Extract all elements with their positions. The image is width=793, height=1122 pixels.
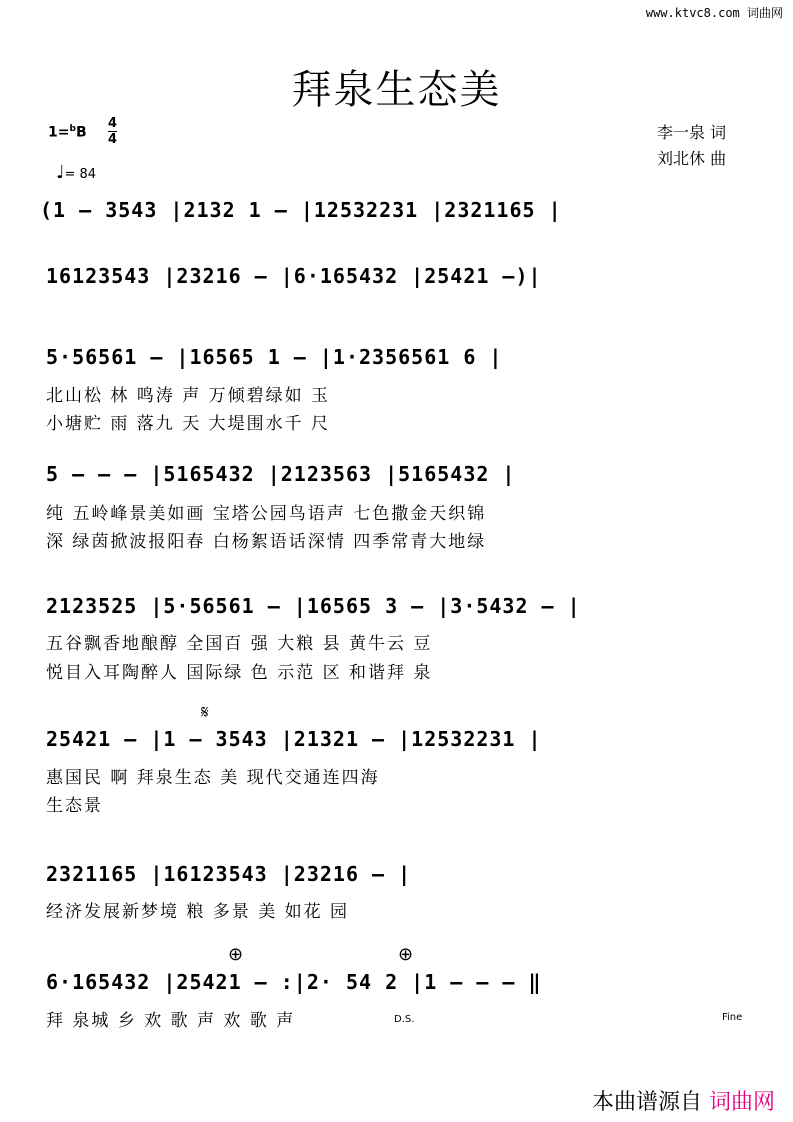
composer-credit: 刘北休 曲	[657, 149, 727, 168]
da-segno-mark: D.S.	[394, 1014, 415, 1025]
score-row-6-lyric-1: 惠国民 啊 拜泉生态 美 现代交通连四海	[46, 768, 380, 788]
lyricist-credit: 李一泉 词	[657, 123, 727, 142]
flat-sign: b	[69, 124, 76, 134]
time-signature	[108, 116, 117, 147]
score-row-1-notes: (1 – 3543 |2132 1 – |12532231 |2321165 |	[40, 198, 562, 222]
tempo-value: = 84	[64, 167, 97, 182]
score-row-4-lyric-2: 深 绿茵掀波报阳春 白杨絮语话深情 四季常青大地绿	[46, 532, 487, 552]
time-denominator: 4	[108, 132, 118, 147]
key-signature	[48, 124, 87, 141]
score-row-2-notes: 16123543 |23216 – |6·165432 |25421 –)|	[46, 264, 542, 288]
score-row-6-lyric-2: 生态景	[46, 796, 103, 816]
score-row-6-notes: 25421 – |1 – 3543 |21321 – |12532231 |	[46, 727, 542, 751]
key-note: B	[75, 124, 87, 141]
quarter-note-icon: ♩	[56, 162, 65, 183]
coda-icon: ⊕	[228, 944, 244, 965]
score-row-7-notes: 2321165 |16123543 |23216 – |	[46, 862, 412, 886]
score-row-7-lyric-1: 经济发展新梦境 粮 多景 美 如花 园	[46, 902, 350, 922]
segno-icon: 𝄋	[201, 702, 209, 723]
score-row-8-lyric-1: 拜 泉城 乡 欢 歌 声 欢 歌 声	[46, 1011, 296, 1031]
fine-mark: Fine	[722, 1012, 743, 1023]
time-numerator: 4	[108, 116, 118, 131]
score-row-8-notes: 6·165432 |25421 – :|2· 54 2 |1 – – – ‖	[46, 970, 542, 994]
score-row-5-lyric-2: 悦目入耳陶醉人 国际绿 色 示范 区 和谐拜 泉	[46, 663, 433, 683]
score-row-3-notes: 5·56561 – |16565 1 – |1·2356561 6 |	[46, 345, 503, 369]
score-row-5-notes: 2123525 |5·56561 – |16565 3 – |3·5432 – |	[46, 594, 581, 618]
footer-brand-link[interactable]: 词曲网	[708, 1090, 775, 1115]
song-title: 拜泉生态美	[291, 67, 502, 113]
tempo-mark	[56, 162, 96, 183]
source-footer	[592, 1085, 775, 1116]
footer-text: 本曲谱源自	[591, 1090, 702, 1115]
key-label: 1=	[48, 124, 70, 141]
site-url: www.ktvc8.com 词曲网	[645, 6, 783, 20]
score-row-3-lyric-2: 小塘贮 雨 落九 天 大堤围水千 尺	[46, 414, 331, 434]
score-row-3-lyric-1: 北山松 林 鸣涛 声 万倾碧绿如 玉	[46, 386, 331, 406]
score-row-5-lyric-1: 五谷飘香地酿醇 全国百 强 大粮 县 黄牛云 豆	[46, 634, 433, 654]
coda-icon-2: ⊕	[398, 944, 414, 965]
score-row-4-lyric-1: 纯 五岭峰景美如画 宝塔公园鸟语声 七色撒金天织锦	[46, 504, 487, 524]
score-row-4-notes: 5 – – – |5165432 |2123563 |5165432 |	[46, 462, 516, 486]
